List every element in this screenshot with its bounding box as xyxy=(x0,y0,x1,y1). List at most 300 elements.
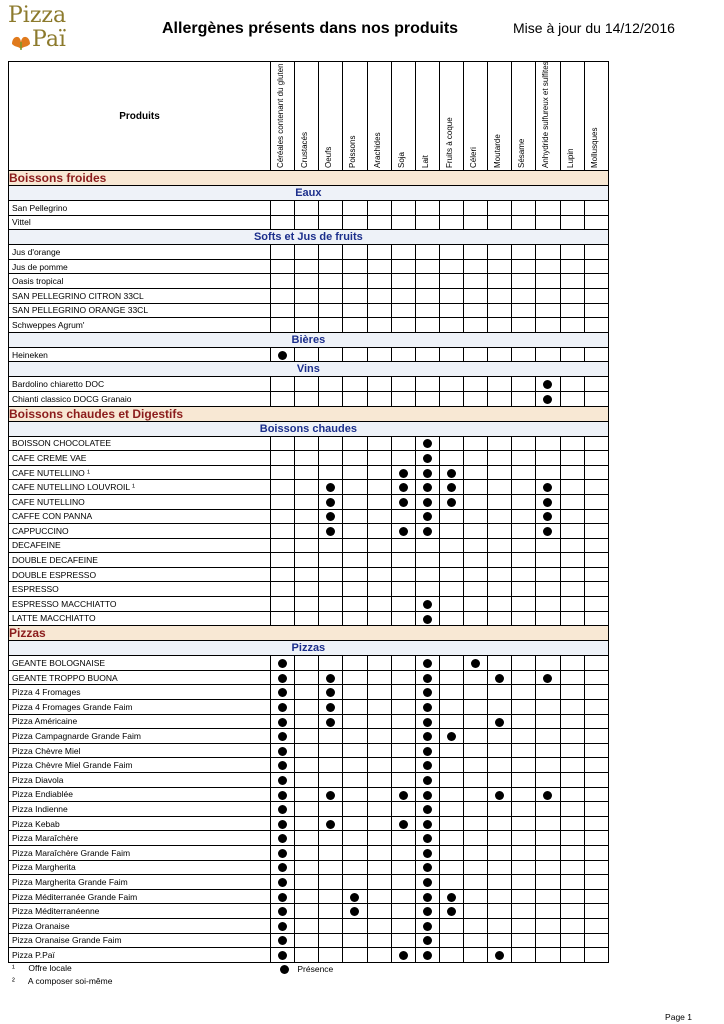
allergen-cell xyxy=(439,816,463,831)
allergen-cell xyxy=(488,904,512,919)
allergen-cell xyxy=(295,582,319,597)
allergen-cell xyxy=(512,553,536,568)
allergen-cell xyxy=(488,611,512,626)
allergen-cell xyxy=(343,904,367,919)
group-row xyxy=(9,362,609,377)
allergen-cell xyxy=(439,567,463,582)
allergen-cell xyxy=(560,436,584,451)
product-row xyxy=(9,509,609,524)
allergen-cell xyxy=(464,700,488,715)
presence-dot-icon xyxy=(423,688,432,697)
allergen-cell xyxy=(512,245,536,260)
presence-dot-icon xyxy=(423,791,432,800)
allergen-cell xyxy=(536,758,560,773)
allergen-cell xyxy=(584,875,608,890)
product-name: DOUBLE ESPRESSO xyxy=(9,567,271,582)
allergen-cell xyxy=(319,656,343,671)
presence-dot-icon xyxy=(423,834,432,843)
allergen-cell xyxy=(536,494,560,509)
allergen-cell xyxy=(536,802,560,817)
allergen-cell xyxy=(271,480,295,495)
allergen-cell xyxy=(439,538,463,553)
allergen-label: Anhydride sulfureux et sulfites xyxy=(541,61,551,168)
document-title: Allergènes présents dans nos produits xyxy=(162,20,459,37)
allergen-cell xyxy=(295,656,319,671)
allergen-cell xyxy=(584,451,608,466)
group-title: Eaux xyxy=(9,186,609,201)
allergen-cell xyxy=(512,714,536,729)
allergen-cell xyxy=(367,889,391,904)
allergen-cell xyxy=(464,274,488,289)
allergen-cell xyxy=(319,831,343,846)
allergen-cell xyxy=(560,538,584,553)
allergen-cell xyxy=(367,582,391,597)
product-row xyxy=(9,597,609,612)
presence-dot-icon xyxy=(543,674,552,683)
allergen-cell xyxy=(512,538,536,553)
page-header xyxy=(0,0,724,56)
presence-dot-icon xyxy=(399,820,408,829)
allergen-cell xyxy=(319,773,343,788)
allergen-cell xyxy=(584,274,608,289)
presence-dot-icon xyxy=(423,878,432,887)
allergen-cell xyxy=(488,436,512,451)
allergen-cell xyxy=(319,288,343,303)
allergen-column-header xyxy=(367,62,391,171)
product-row xyxy=(9,845,609,860)
allergen-cell xyxy=(464,245,488,260)
allergen-cell xyxy=(295,451,319,466)
allergen-cell xyxy=(439,274,463,289)
product-name: Vittel xyxy=(9,215,271,230)
presence-dot-icon xyxy=(471,659,480,668)
allergen-cell xyxy=(439,259,463,274)
allergen-cell xyxy=(391,465,415,480)
allergen-cell xyxy=(415,597,439,612)
allergen-cell xyxy=(439,700,463,715)
product-row xyxy=(9,259,609,274)
allergen-cell xyxy=(464,494,488,509)
allergen-cell xyxy=(367,743,391,758)
product-name: Pizza Méditerranéenne xyxy=(9,904,271,919)
allergen-cell xyxy=(584,685,608,700)
allergen-cell xyxy=(415,656,439,671)
allergen-cell xyxy=(271,918,295,933)
presence-dot-icon xyxy=(278,907,287,916)
allergen-cell xyxy=(512,259,536,274)
allergen-cell xyxy=(488,933,512,948)
allergen-cell xyxy=(319,700,343,715)
allergen-cell xyxy=(560,831,584,846)
allergen-cell xyxy=(391,391,415,406)
allergen-cell xyxy=(560,611,584,626)
allergen-cell xyxy=(415,567,439,582)
allergen-cell xyxy=(367,259,391,274)
allergen-cell xyxy=(439,553,463,568)
allergen-label: Fruits à coque xyxy=(444,117,454,168)
presence-dot-icon xyxy=(278,674,287,683)
allergen-cell xyxy=(512,215,536,230)
allergen-cell xyxy=(560,377,584,392)
allergen-cell xyxy=(415,303,439,318)
allergen-cell xyxy=(295,597,319,612)
allergen-cell xyxy=(343,758,367,773)
allergen-cell xyxy=(439,597,463,612)
section-row xyxy=(9,171,609,186)
allergen-cell xyxy=(464,567,488,582)
allergen-cell xyxy=(536,509,560,524)
allergen-cell xyxy=(391,714,415,729)
allergen-cell xyxy=(536,597,560,612)
presence-dot-icon xyxy=(423,761,432,770)
allergen-cell xyxy=(512,802,536,817)
product-row xyxy=(9,201,609,216)
allergen-cell xyxy=(584,524,608,539)
allergen-cell xyxy=(271,538,295,553)
allergen-cell xyxy=(584,758,608,773)
allergen-cell xyxy=(488,773,512,788)
allergen-cell xyxy=(439,802,463,817)
allergen-cell xyxy=(415,259,439,274)
product-row xyxy=(9,758,609,773)
allergen-cell xyxy=(343,773,367,788)
allergen-cell xyxy=(415,670,439,685)
allergen-cell xyxy=(560,259,584,274)
allergen-cell xyxy=(415,465,439,480)
allergen-label: Sésame xyxy=(517,138,527,168)
allergen-cell xyxy=(584,303,608,318)
allergen-cell xyxy=(343,714,367,729)
allergen-cell xyxy=(367,656,391,671)
allergen-cell xyxy=(464,611,488,626)
allergen-cell xyxy=(295,377,319,392)
allergen-cell xyxy=(488,700,512,715)
group-title: Vins xyxy=(9,362,609,377)
allergen-cell xyxy=(512,597,536,612)
product-name: Pizza P.Paï xyxy=(9,948,271,963)
allergen-cell xyxy=(464,436,488,451)
allergen-cell xyxy=(295,816,319,831)
presence-dot-icon xyxy=(278,688,287,697)
allergen-cell xyxy=(488,567,512,582)
allergen-cell xyxy=(464,889,488,904)
allergen-cell xyxy=(439,318,463,333)
allergen-cell xyxy=(367,553,391,568)
allergen-cell xyxy=(536,567,560,582)
allergen-column-header xyxy=(319,62,343,171)
section-title: Boissons chaudes et Digestifs xyxy=(9,406,609,421)
presence-dot-icon xyxy=(423,805,432,814)
allergen-cell xyxy=(415,845,439,860)
allergen-cell xyxy=(464,918,488,933)
allergen-cell xyxy=(584,318,608,333)
allergen-cell xyxy=(464,773,488,788)
allergen-cell xyxy=(536,274,560,289)
presence-dot-icon xyxy=(423,776,432,785)
product-row xyxy=(9,215,609,230)
allergen-cell xyxy=(343,553,367,568)
presence-dot-icon xyxy=(543,512,552,521)
allergen-cell xyxy=(464,597,488,612)
table-body xyxy=(9,171,609,963)
presence-dot-icon xyxy=(350,907,359,916)
presence-dot-icon xyxy=(423,439,432,448)
presence-dot-icon xyxy=(278,951,287,960)
allergen-cell xyxy=(367,245,391,260)
product-row xyxy=(9,743,609,758)
allergen-cell xyxy=(488,553,512,568)
product-row xyxy=(9,889,609,904)
allergen-cell xyxy=(343,347,367,362)
allergen-cell xyxy=(536,729,560,744)
allergen-cell xyxy=(536,773,560,788)
allergen-cell xyxy=(464,201,488,216)
allergen-cell xyxy=(271,597,295,612)
allergen-cell xyxy=(295,245,319,260)
allergen-cell xyxy=(367,933,391,948)
product-row xyxy=(9,377,609,392)
allergen-cell xyxy=(464,729,488,744)
allergen-cell xyxy=(464,391,488,406)
product-row xyxy=(9,875,609,890)
allergen-cell xyxy=(488,670,512,685)
allergen-label: Arachides xyxy=(372,132,382,168)
allergen-cell xyxy=(512,582,536,597)
allergen-cell xyxy=(295,215,319,230)
product-name: DECAFEINE xyxy=(9,538,271,553)
allergen-cell xyxy=(391,597,415,612)
allergen-cell xyxy=(415,494,439,509)
allergen-cell xyxy=(464,465,488,480)
allergen-cell xyxy=(391,670,415,685)
allergen-cell xyxy=(439,758,463,773)
allergen-cell xyxy=(512,347,536,362)
allergen-cell xyxy=(295,743,319,758)
allergen-cell xyxy=(536,875,560,890)
allergen-cell xyxy=(391,567,415,582)
allergen-cell xyxy=(271,553,295,568)
allergen-cell xyxy=(271,758,295,773)
allergen-cell xyxy=(439,436,463,451)
allergen-column-header xyxy=(391,62,415,171)
presence-dot-icon xyxy=(495,674,504,683)
allergen-cell xyxy=(271,451,295,466)
allergen-cell xyxy=(343,245,367,260)
allergen-cell xyxy=(271,318,295,333)
allergen-cell xyxy=(415,904,439,919)
product-row xyxy=(9,611,609,626)
product-name: Chianti classico DOCG Granaio xyxy=(9,391,271,406)
allergen-cell xyxy=(367,465,391,480)
allergen-cell xyxy=(560,889,584,904)
allergen-cell xyxy=(560,656,584,671)
presence-dot-icon xyxy=(326,498,335,507)
allergen-cell xyxy=(319,933,343,948)
product-name: Pizza Oranaise xyxy=(9,918,271,933)
allergen-cell xyxy=(391,743,415,758)
allergen-cell xyxy=(391,933,415,948)
product-name: Pizza Kebab xyxy=(9,816,271,831)
update-date: Mise à jour du 14/12/2016 xyxy=(513,20,675,36)
allergen-cell xyxy=(391,436,415,451)
presence-dot-icon xyxy=(278,820,287,829)
allergen-cell xyxy=(391,656,415,671)
allergen-cell xyxy=(391,758,415,773)
allergen-cell xyxy=(536,656,560,671)
product-name: CAFFE CON PANNA xyxy=(9,509,271,524)
allergen-cell xyxy=(415,933,439,948)
presence-dot-icon xyxy=(278,761,287,770)
product-name: Pizza Diavola xyxy=(9,773,271,788)
allergen-cell xyxy=(343,391,367,406)
allergen-cell xyxy=(488,259,512,274)
allergen-cell xyxy=(343,538,367,553)
allergen-cell xyxy=(488,509,512,524)
allergen-cell xyxy=(271,567,295,582)
allergen-cell xyxy=(295,494,319,509)
allergen-cell xyxy=(319,509,343,524)
product-row xyxy=(9,494,609,509)
allergen-cell xyxy=(319,685,343,700)
product-row xyxy=(9,860,609,875)
allergen-cell xyxy=(560,201,584,216)
product-row xyxy=(9,436,609,451)
allergen-cell xyxy=(488,889,512,904)
allergen-cell xyxy=(584,597,608,612)
allergen-cell xyxy=(464,845,488,860)
allergen-cell xyxy=(367,288,391,303)
allergen-cell xyxy=(295,567,319,582)
allergen-cell xyxy=(319,918,343,933)
allergen-cell xyxy=(512,670,536,685)
allergen-cell xyxy=(415,816,439,831)
allergen-cell xyxy=(584,480,608,495)
allergen-cell xyxy=(367,714,391,729)
product-name: San Pellegrino xyxy=(9,201,271,216)
presence-dot-icon xyxy=(423,922,432,931)
allergen-cell xyxy=(584,845,608,860)
allergen-cell xyxy=(512,480,536,495)
allergen-cell xyxy=(319,889,343,904)
allergen-cell xyxy=(439,582,463,597)
presence-dot-icon xyxy=(423,469,432,478)
allergen-cell xyxy=(295,933,319,948)
allergen-cell xyxy=(295,831,319,846)
allergen-cell xyxy=(367,347,391,362)
product-name: Oasis tropical xyxy=(9,274,271,289)
product-row xyxy=(9,524,609,539)
presence-dot-icon xyxy=(495,791,504,800)
allergen-cell xyxy=(464,259,488,274)
allergen-cell xyxy=(488,494,512,509)
section-row xyxy=(9,406,609,421)
allergen-cell xyxy=(367,860,391,875)
allergen-cell xyxy=(415,347,439,362)
allergen-cell xyxy=(415,758,439,773)
allergen-cell xyxy=(512,729,536,744)
allergen-column-header xyxy=(271,62,295,171)
legend-note-1 xyxy=(12,963,112,976)
allergen-cell xyxy=(464,480,488,495)
allergen-cell xyxy=(295,553,319,568)
allergen-cell xyxy=(464,670,488,685)
allergen-cell xyxy=(391,215,415,230)
allergen-cell xyxy=(319,538,343,553)
product-row xyxy=(9,567,609,582)
product-name: Pizza Américaine xyxy=(9,714,271,729)
allergen-cell xyxy=(271,948,295,963)
product-row xyxy=(9,451,609,466)
allergen-cell xyxy=(415,889,439,904)
allergen-cell xyxy=(536,948,560,963)
allergen-cell xyxy=(367,875,391,890)
allergen-cell xyxy=(295,685,319,700)
allergen-cell xyxy=(367,700,391,715)
allergen-cell xyxy=(439,391,463,406)
presence-dot-icon xyxy=(447,498,456,507)
allergen-cell xyxy=(560,918,584,933)
allergen-cell xyxy=(271,860,295,875)
allergen-cell xyxy=(391,611,415,626)
allergen-cell xyxy=(536,611,560,626)
allergen-cell xyxy=(488,758,512,773)
presence-dot-icon xyxy=(280,965,289,974)
allergen-cell xyxy=(512,918,536,933)
allergen-cell xyxy=(367,904,391,919)
allergen-label: Céréales contenant du gluten xyxy=(276,63,285,168)
allergen-cell xyxy=(271,303,295,318)
allergen-cell xyxy=(439,685,463,700)
allergen-cell xyxy=(488,582,512,597)
allergen-cell xyxy=(343,494,367,509)
allergen-cell xyxy=(319,802,343,817)
allergen-column-header xyxy=(464,62,488,171)
allergen-cell xyxy=(488,347,512,362)
allergen-cell xyxy=(295,714,319,729)
allergen-cell xyxy=(271,509,295,524)
allergen-cell xyxy=(512,391,536,406)
allergen-cell xyxy=(343,215,367,230)
allergen-cell xyxy=(584,670,608,685)
product-name: DOUBLE DECAFEINE xyxy=(9,553,271,568)
allergen-cell xyxy=(512,743,536,758)
allergen-cell xyxy=(295,700,319,715)
group-row xyxy=(9,421,609,436)
allergen-cell xyxy=(560,553,584,568)
allergen-cell xyxy=(560,303,584,318)
allergen-cell xyxy=(512,318,536,333)
allergen-cell xyxy=(295,347,319,362)
allergen-cell xyxy=(512,201,536,216)
presence-dot-icon xyxy=(399,469,408,478)
allergen-cell xyxy=(367,201,391,216)
allergen-cell xyxy=(536,436,560,451)
product-row xyxy=(9,347,609,362)
legend-note-2 xyxy=(12,976,112,989)
allergen-cell xyxy=(367,436,391,451)
allergen-cell xyxy=(271,831,295,846)
product-row xyxy=(9,274,609,289)
allergen-cell xyxy=(295,436,319,451)
allergen-cell xyxy=(319,714,343,729)
allergen-cell xyxy=(271,729,295,744)
allergen-cell xyxy=(560,494,584,509)
presence-dot-icon xyxy=(447,469,456,478)
allergen-cell xyxy=(343,480,367,495)
allergen-cell xyxy=(367,816,391,831)
allergen-cell xyxy=(319,729,343,744)
allergen-cell xyxy=(271,875,295,890)
